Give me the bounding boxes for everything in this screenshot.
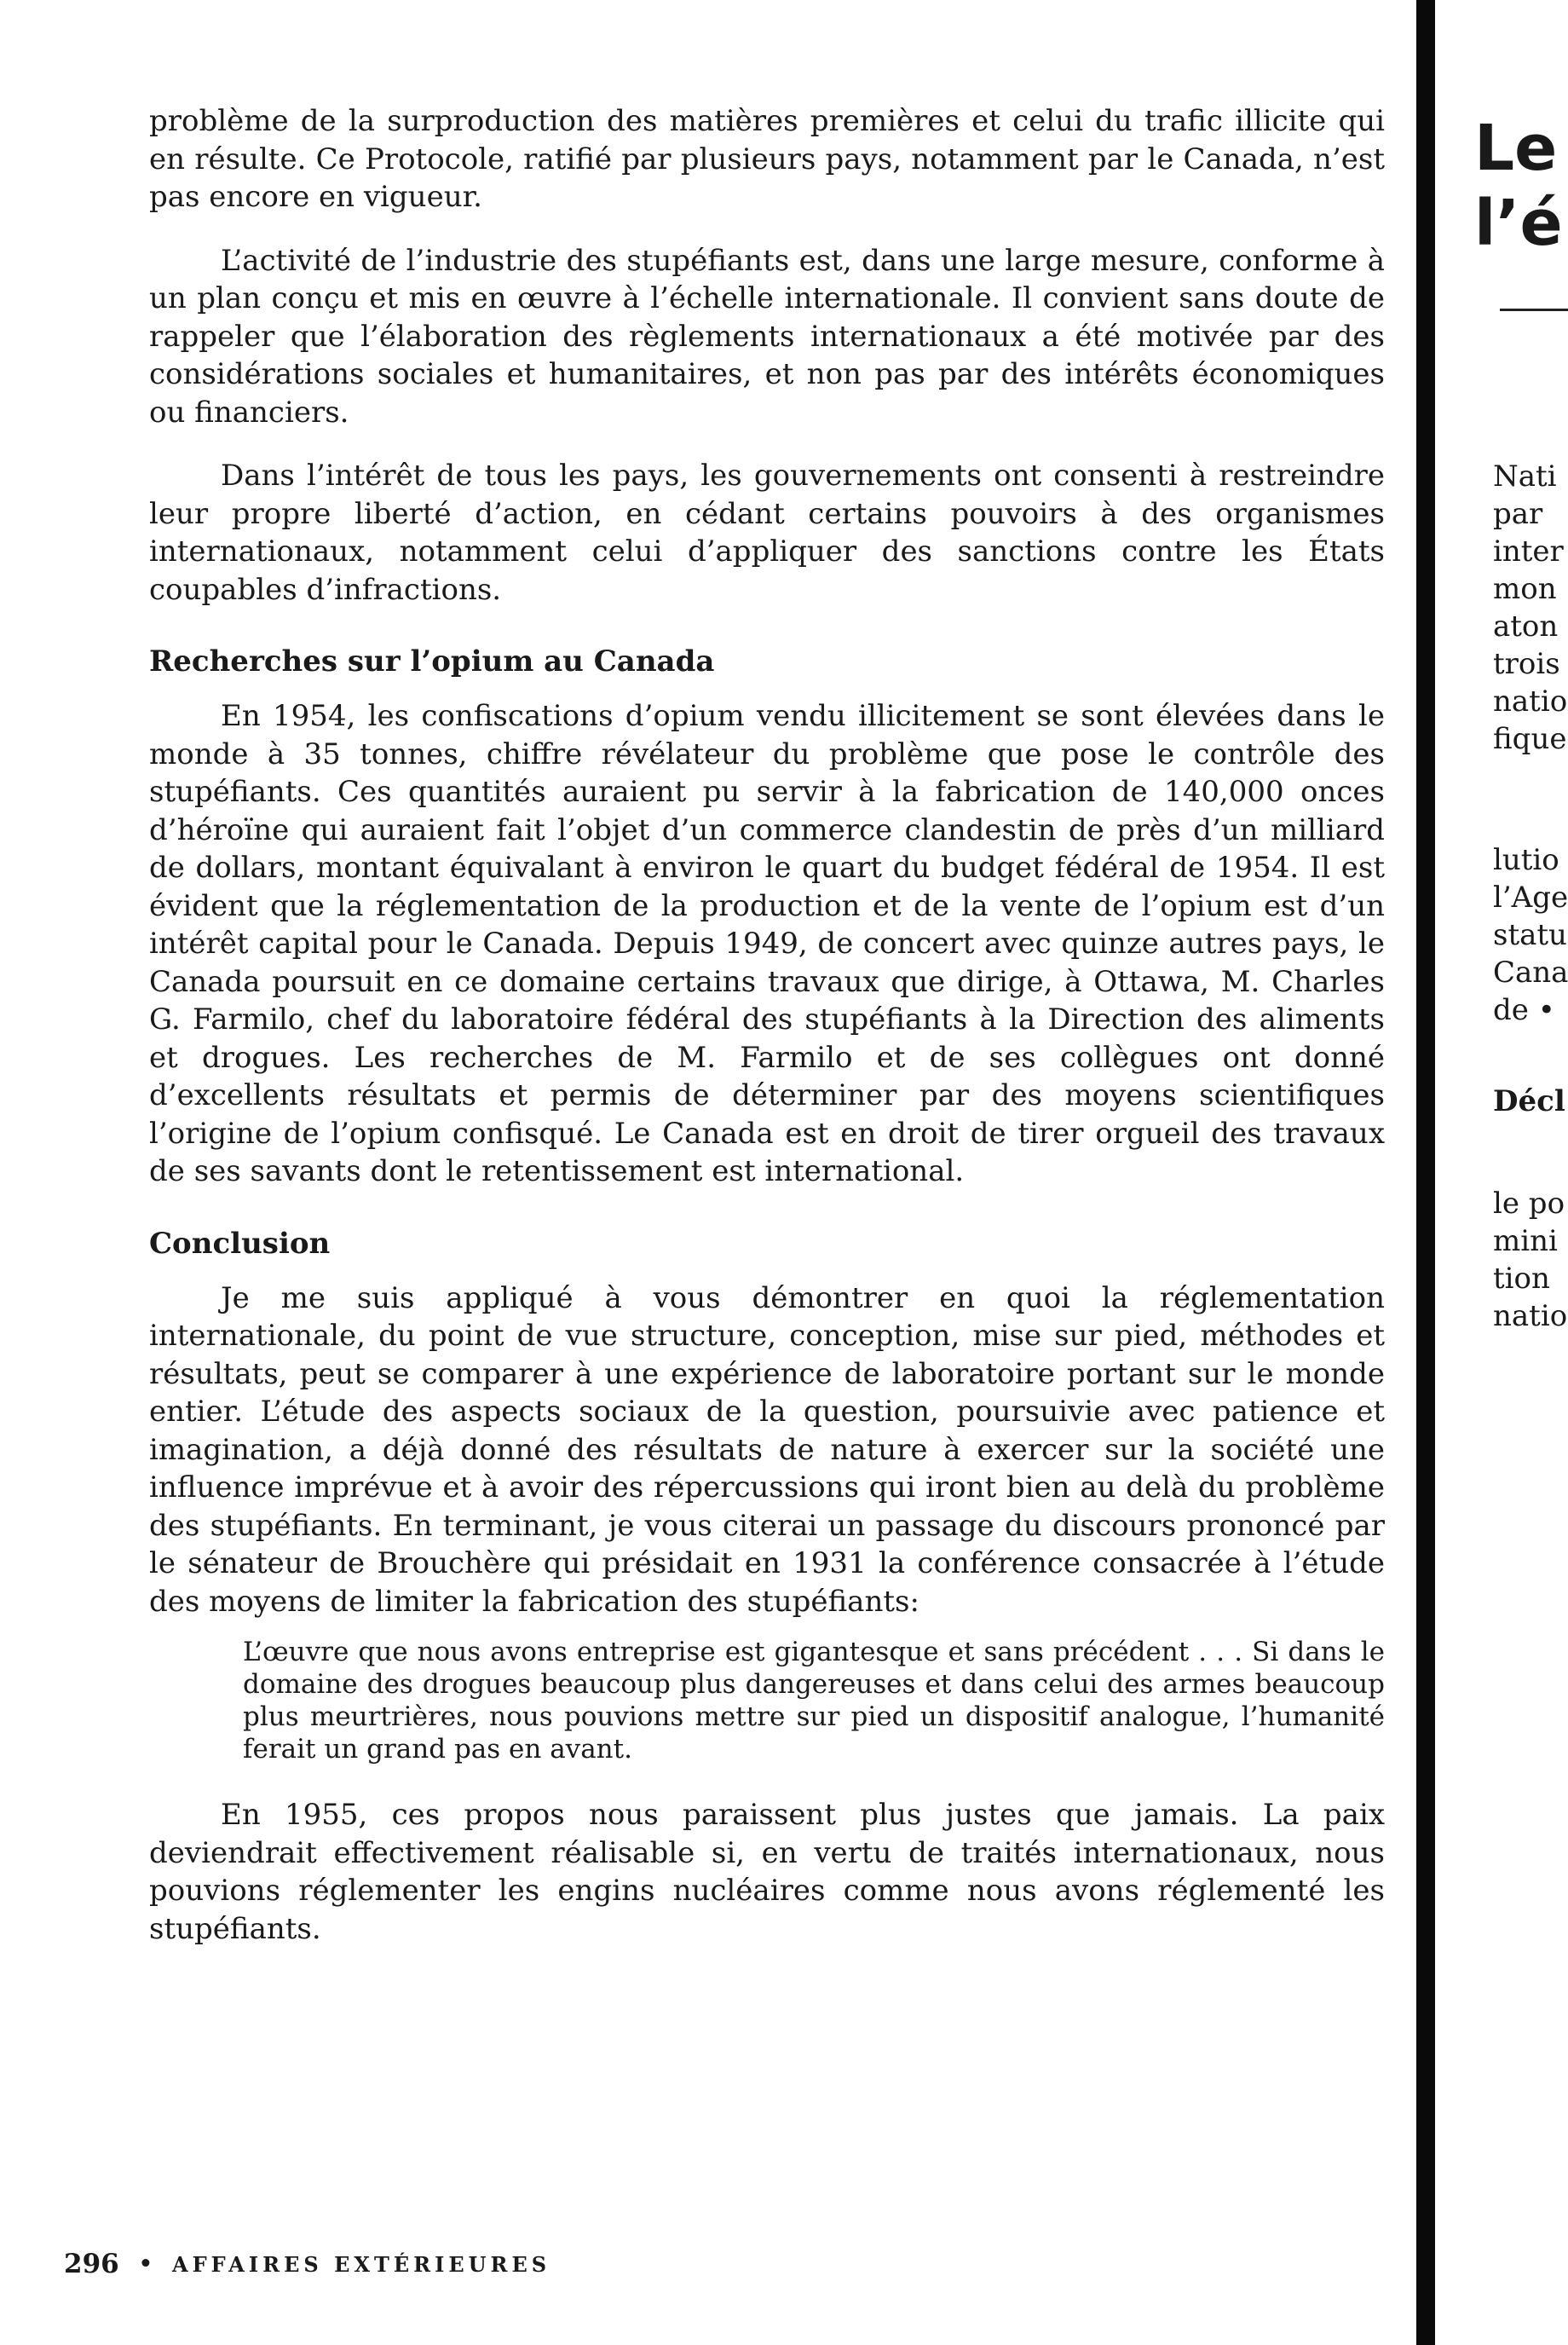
- fragment: lutio: [1493, 843, 1559, 877]
- fragment: tion: [1493, 1262, 1550, 1296]
- page-footer: [64, 2249, 551, 2279]
- paragraph-final: En 1955, ces propos nous paraissent plus justes que jamais. La paix deviendrait effectivement réalisable si, en vertu de traités internationaux, nous pouvions réglementer les engins nucléaires comme nous avons réglementé les stupéfiants.: [149, 1798, 1385, 1946]
- fragment: le po: [1493, 1187, 1565, 1221]
- fragment: natio: [1493, 1299, 1568, 1333]
- fragment: statu: [1493, 918, 1567, 952]
- fragment: fique: [1493, 722, 1567, 756]
- page-number: 296: [64, 2249, 119, 2279]
- paragraph-conclusion: Je me suis appliqué à vous démontrer en quoi la réglementation internationale, du point de vue structure, conception, mise sur pied, méthodes et résultats, peut se comparer à une expérience de laboratoire portant sur le monde entier. L’étude des aspects sociaux de la question, poursuivie avec patience et imagination, a déjà donné des résultats de nature à exercer sur la société une influence imprévue et à avoir des répercussions qui iront bien au delà du problème des stupéfiants. En terminant, je vous citerai un passage du discours prononcé par le sénateur de Brouchère qui présidait en 1931 la conférence consacrée à l’étude des moyens de limiter la fabrication des stupéfiants:: [149, 1280, 1385, 1619]
- paragraph-3: Dans l’intérêt de tous les pays, les gouvernements ont consenti à restreindre leur propre liberté d’action, en cédant certains pouvoirs à des organismes internationaux, notamment celui d’appliquer des sanctions contre les États coupables d’infractions.: [149, 459, 1385, 607]
- fragment: Cana: [1493, 956, 1568, 990]
- paragraph-2: L’activité de l’industrie des stupéfiants est, dans une large mesure, conforme à un plan conçu et mis en œuvre à l’échelle internationale. Il convient sans doute de rappeler que l’élaboration des règlements internationaux a été motivée par des considérations sociales et humanitaires, et non pas par des intérêts économiques ou financiers.: [149, 243, 1385, 430]
- fragment-heading: Décl: [1493, 1084, 1565, 1118]
- fragment: l’Age: [1493, 881, 1568, 915]
- paragraph-opium: En 1954, les confiscations d’opium vendu illicitement se sont élevées dans le monde à 35 tonnes, chiffre révélateur du problème que pose le contrôle des stupéfiants. Ces quantités auraient pu servir à la fabrication de 140,000 onces d’héroïne qui auraient fait l’objet d’un commerce clandestin de près d’un milliard de dollars, montant équivalant à environ le quart du budget fédéral de 1954. Il est évident que la réglementation de la production et de la vente de l’opium est d’un intérêt capital pour le Canada. Depuis 1949, de concert avec quinze autres pays, le Canada poursuit en ce domaine certains travaux que dirige, à Ottawa, M. Charles G. Farmilo, chef du laboratoire fédéral des stupéfiants à la Direction des aliments et drogues. Les recherches de M. Farmilo et de ses collègues ont donné d’excellents résultats et permis de déterminer par des moyens scientifiques l’origine de l’opium confisqué. Le Canada est en droit de tirer orgueil des travaux de ses savants dont le retentissement est international.: [149, 699, 1385, 1188]
- main-column: [149, 102, 1385, 1973]
- fragment: natio: [1493, 684, 1568, 719]
- bullet-icon: •: [137, 2249, 154, 2279]
- fragment: mini: [1493, 1224, 1558, 1258]
- fragment: de •: [1493, 993, 1555, 1027]
- paragraph-1: problème de la surproduction des matières premières et celui du trafic illicite qui en résulte. Ce Protocole, ratifié par plusieurs pays, notamment par le Canada, n’est pas encore en vigueur.: [149, 104, 1385, 214]
- fragment: mon: [1493, 572, 1557, 606]
- journal-title: AFFAIRES EXTÉRIEURES: [172, 2251, 551, 2277]
- fragment: aton: [1493, 609, 1559, 644]
- column-divider: [1416, 0, 1435, 2345]
- adjacent-title: [1474, 111, 1563, 261]
- section-heading-conclusion: Conclusion: [149, 1226, 331, 1261]
- fragment: par: [1493, 497, 1543, 531]
- block-quote: L’œuvre que nous avons entreprise est gigantesque et sans précédent . . . Si dans le domaine des drogues beaucoup plus dangereuses et dans celui des armes beaucoup plus meurtrières, nous pouvions mettre sur pied un dispositif analogue, l’humanité ferait un grand pas en avant.: [243, 1637, 1385, 1765]
- adjacent-rule: [1500, 309, 1568, 311]
- fragment: Nati: [1493, 459, 1557, 494]
- adjacent-page-column: [1474, 0, 1568, 2345]
- section-heading-opium: Recherches sur l’opium au Canada: [149, 644, 715, 679]
- fragment: trois: [1493, 647, 1560, 681]
- fragment: inter: [1493, 534, 1564, 569]
- adjacent-title-line-2: l’é: [1474, 187, 1563, 260]
- adjacent-title-line-1: Le: [1474, 112, 1558, 185]
